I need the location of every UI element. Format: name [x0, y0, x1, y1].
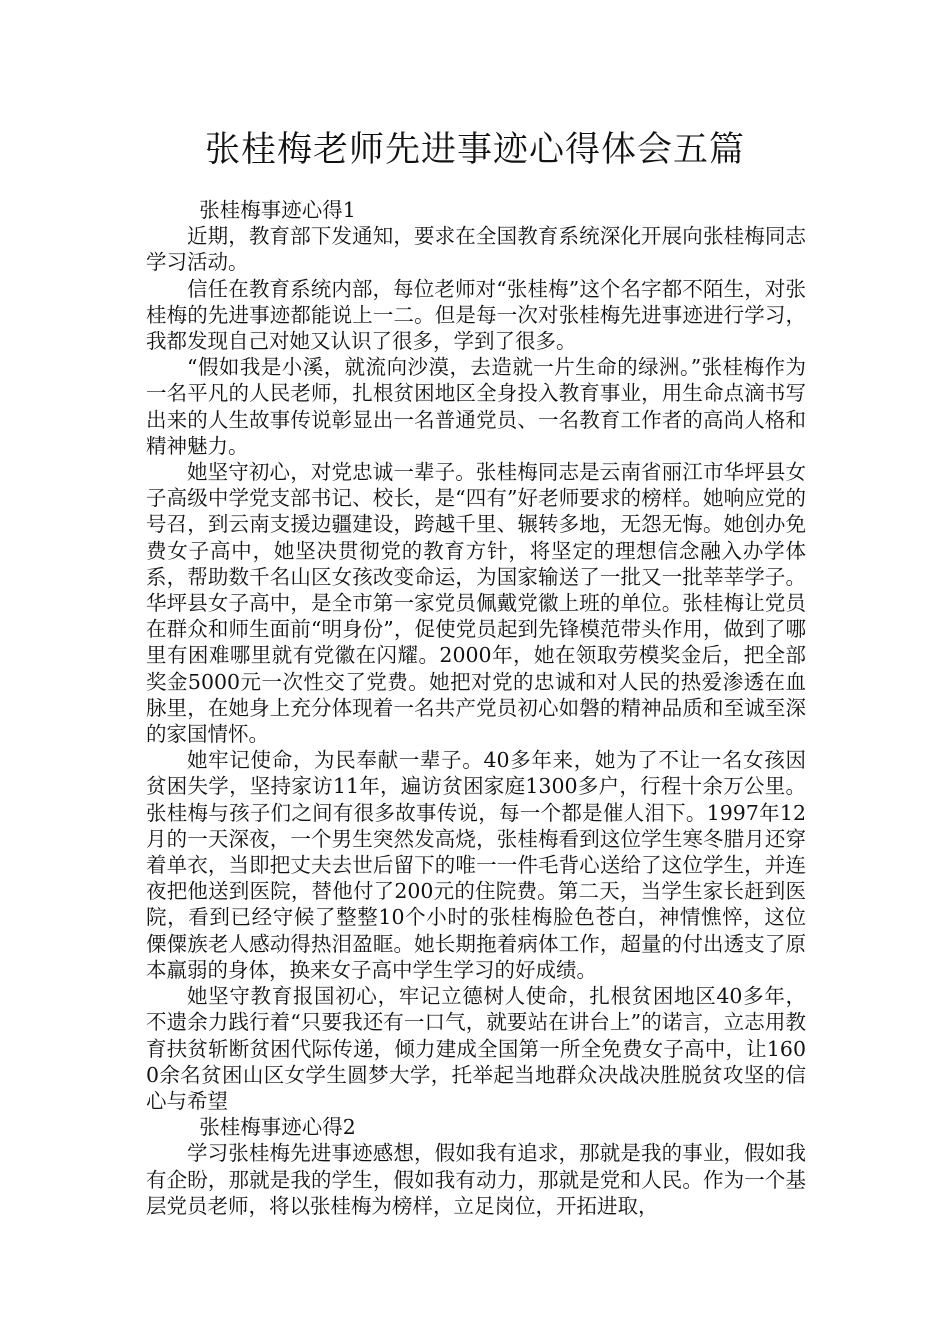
paragraph: 她牢记使命，为民奉献一辈子。40多年来，她为了不让一名女孩因贫困失学，坚持家访11年，遍访贫困家庭1300多户，行程十余万公里。张桂梅与孩子们之间有很多故事传说，每一个都是催人泪下。1997年12月的一天深夜，一个男生突然发高烧，张桂梅看到这位学生寒冬腊月还穿着单衣，当即把丈夫去世后留下的唯一一件毛背心送给了这位学生，并连夜把他送到医院，替他付了200元的住院费。第二天，当学生家长赶到医院，看到已经守候了整整10个小时的张桂梅脸色苍白，神情憔悴，这位傈僳族老人感动得热泪盈眶。她长期拖着病体工作，超量的付出透支了原本羸弱的身体，换来女子高中学生学习的好成绩。: [146, 748, 806, 982]
paragraph: “假如我是小溪，就流向沙漠，去造就一片生命的绿洲。”张桂梅作为一名平凡的人民老师，扎根贫困地区全身投入教育事业，用生命点滴书写出来的人生故事传说彰显出一名普通党员、一名教育工作者的高尚人格和精神魅力。: [146, 355, 806, 458]
paragraph: 近期，教育部下发通知，要求在全国教育系统深化开展向张桂梅同志学习活动。: [146, 224, 806, 275]
section-heading-1: 张桂梅事迹心得1: [199, 198, 356, 222]
paragraph: 学习张桂梅先进事迹感想，假如我有追求，那就是我的事业，假如我有企盼，那就是我的学生，假如我有动力，那就是党和人民。作为一个基层党员老师，将以张桂梅为榜样，立足岗位，开拓进取，: [146, 1141, 806, 1218]
document-body: [146, 197, 806, 1219]
paragraph: 她坚守教育报国初心，牢记立德树人使命，扎根贫困地区40多年，不遗余力践行着“只要我还有一口气，就要站在讲台上”的诺言，立志用教育扶贫斩断贫困代际传递，倾力建成全国第一所全免费女子高中，让1600余名贫困山区女学生圆梦大学，托举起当地群众决战决胜脱贫攻坚的信心与希望: [146, 984, 806, 1113]
paragraph: 信任在教育系统内部，每位老师对“张桂梅”这个名字都不陌生，对张桂梅的先进事迹都能说上一二。但是每一次对张桂梅先进事迹进行学习，我都发现自己对她又认识了很多，学到了很多。: [146, 276, 806, 354]
document-title: 张桂梅老师先进事迹心得体会五篇: [204, 130, 745, 170]
paragraph: 她坚守初心，对党忠诚一辈子。张桂梅同志是云南省丽江市华坪县女子高级中学党支部书记、校长，是“四有”好老师要求的榜样。她响应党的号召，到云南支援边疆建设，跨越千里、辗转多地，无怨无悔。她创办免费女子高中，她坚决贯彻党的教育方针，将坚定的理想信念融入办学体系，帮助数千名山区女孩改变命运，为国家输送了一批又一批莘莘学子。华坪县女子高中，是全市第一家党员佩戴党徽上班的单位。张桂梅让党员在群众和师生面前“明身份”，促使党员起到先锋模范带头作用，做到了哪里有困难哪里就有党徽在闪耀。2000年，她在领取劳模奖金后，把全部奖金5000元一次性交了党费。她把对党的忠诚和对人民的热爱渗透在血脉里，在她身上充分体现着一名共产党员初心如磐的精神品质和至诚至深的家国情怀。: [146, 460, 806, 747]
section-heading-2: 张桂梅事迹心得2: [199, 1115, 356, 1140]
